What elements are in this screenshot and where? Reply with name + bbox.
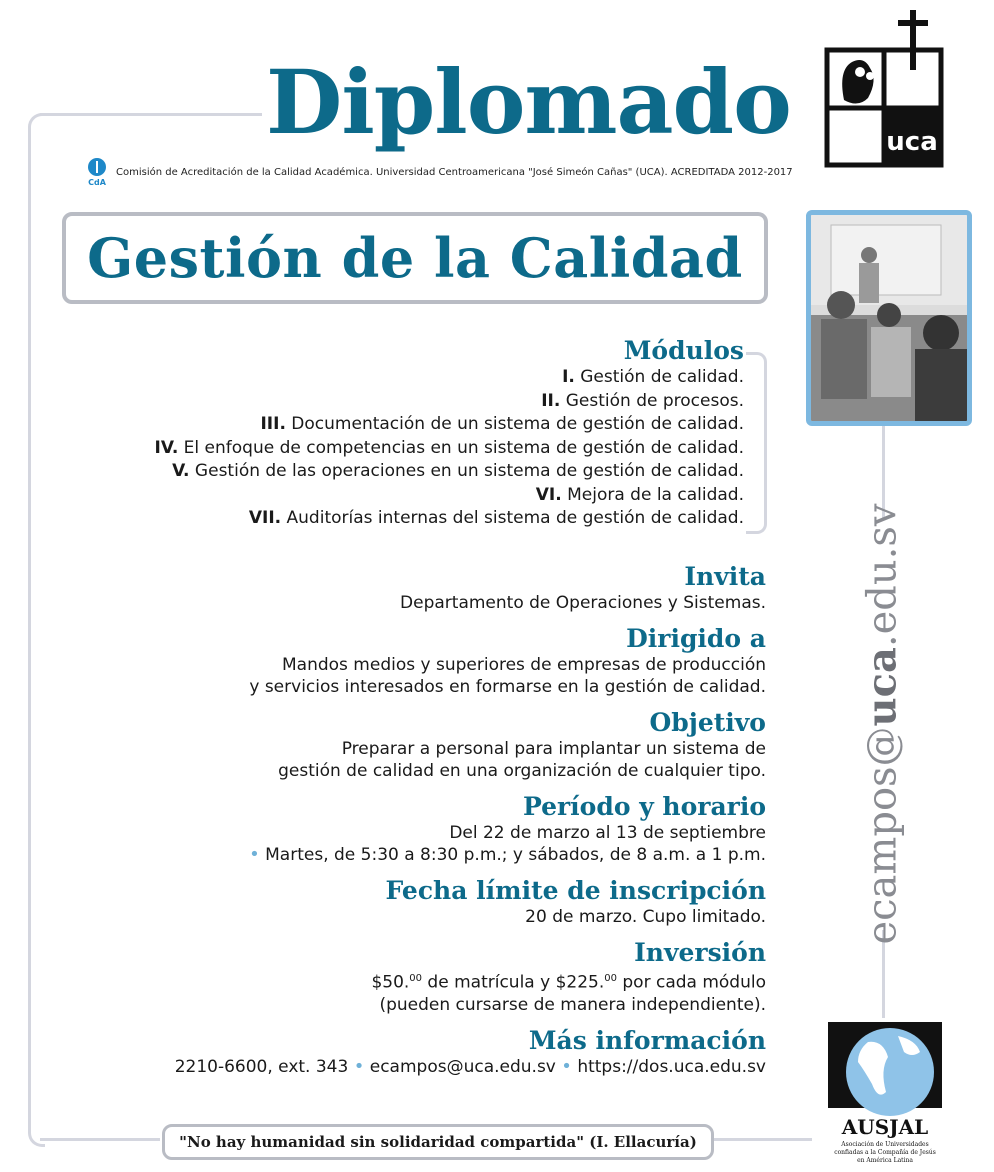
- module-item: IV. El enfoque de competencias en un sistema de gestión de calidad.: [154, 437, 744, 458]
- bullet-icon: •: [353, 1055, 365, 1077]
- svg-text:confiadas a la Compañía de Jes: confiadas a la Compañía de Jesús: [834, 1149, 936, 1156]
- uca-logo-text: uca: [886, 127, 938, 157]
- inversion-heading: Inversión: [634, 938, 766, 967]
- course-title-box: [62, 212, 768, 304]
- course-title: Gestión de la Calidad: [87, 226, 743, 290]
- dirigido-heading: Dirigido a: [626, 624, 766, 653]
- quote-box: [162, 1124, 714, 1160]
- inversion-line-2: (pueden cursarse de manera independiente).: [379, 994, 766, 1015]
- dirigido-section: [175, 624, 766, 698]
- fecha-section: [175, 876, 766, 928]
- periodo-heading: Período y horario: [522, 792, 766, 821]
- fecha-text: 20 de marzo. Cupo limitado.: [525, 907, 766, 927]
- objetivo-heading: Objetivo: [649, 708, 766, 737]
- invita-section: [175, 562, 766, 614]
- module-item: VI. Mejora de la calidad.: [535, 484, 744, 505]
- frame-line-top: [40, 113, 262, 116]
- bullet-icon: •: [561, 1055, 572, 1077]
- invita-heading: Invita: [684, 562, 766, 591]
- module-item: V. Gestión de las operaciones en un sistema de gestión de calidad.: [172, 461, 744, 481]
- modules-bracket: [746, 352, 767, 534]
- contact-web-link[interactable]: https://dos.uca.edu.sv: [577, 1056, 766, 1077]
- classroom-photo: [806, 210, 972, 426]
- ausjal-logo: [828, 1022, 942, 1168]
- periodo-line-2: • Martes, de 5:30 a 8:30 p.m.; y sábados, de 8 a.m. a 1 p.m.: [249, 844, 766, 865]
- vertical-email: ecampos@uca.edu.sv: [858, 503, 906, 945]
- accreditation-text: Comisión de Acreditación de la Calidad Académica. Universidad Centroamericana "José Simeón Cañas" (UCA). ACREDITADA 2012-2017: [116, 166, 793, 178]
- frame-line-left: [28, 113, 45, 1147]
- periodo-section: [175, 792, 766, 866]
- inversion-section: [175, 938, 766, 1016]
- mas-info-heading: Más información: [528, 1025, 766, 1055]
- frame-line-bottom: [40, 1138, 160, 1141]
- cda-logo-icon: [86, 158, 108, 186]
- inversion-line-1: $50.00 de matrícula y $225.00 por cada módulo: [371, 972, 766, 993]
- svg-text:en América Latina: en América Latina: [857, 1157, 913, 1164]
- module-item: VII. Auditorías internas del sistema de gestión de calidad.: [248, 508, 744, 528]
- module-item: II. Gestión de procesos.: [541, 390, 744, 411]
- frame-line-bottom-right: [712, 1138, 812, 1141]
- info-sections: [175, 562, 766, 1088]
- mas-info-section: [175, 1026, 766, 1078]
- quote-text: "No hay humanidad sin solidaridad compartida" (I. Ellacuría): [179, 1133, 697, 1151]
- dirigido-line-2: y servicios interesados en formarse en la gestión de calidad.: [249, 677, 766, 697]
- module-item: I. Gestión de calidad.: [562, 367, 744, 387]
- ausjal-name: AUSJAL: [841, 1115, 929, 1139]
- contact-phone: 2210-6600, ext. 343: [174, 1056, 349, 1077]
- objetivo-section: [175, 708, 766, 782]
- contact-line: [175, 1056, 766, 1078]
- objetivo-line-1: Preparar a personal para implantar un sistema de: [341, 739, 766, 759]
- module-item: III. Documentación de un sistema de gestión de calidad.: [260, 414, 744, 434]
- invita-text: Departamento de Operaciones y Sistemas.: [400, 593, 766, 613]
- contact-email-link[interactable]: ecampos@uca.edu.sv: [369, 1056, 556, 1077]
- dirigido-line-1: Mandos medios y superiores de empresas de producción: [282, 655, 766, 675]
- cda-logo-text: CdA: [88, 178, 106, 186]
- objetivo-line-2: gestión de calidad en una organización de cualquier tipo.: [278, 761, 766, 781]
- uca-logo: [824, 10, 944, 168]
- periodo-line-1: Del 22 de marzo al 13 de septiembre: [449, 823, 766, 843]
- fecha-heading: Fecha límite de inscripción: [385, 876, 766, 905]
- page-title: Diplomado: [266, 50, 791, 154]
- accreditation-line: [86, 158, 793, 186]
- bullet-icon: •: [249, 844, 260, 865]
- modules-section: [155, 336, 744, 531]
- svg-text:Asociación de Universidades: Asociación de Universidades: [841, 1141, 929, 1148]
- modules-heading: Módulos: [623, 336, 744, 365]
